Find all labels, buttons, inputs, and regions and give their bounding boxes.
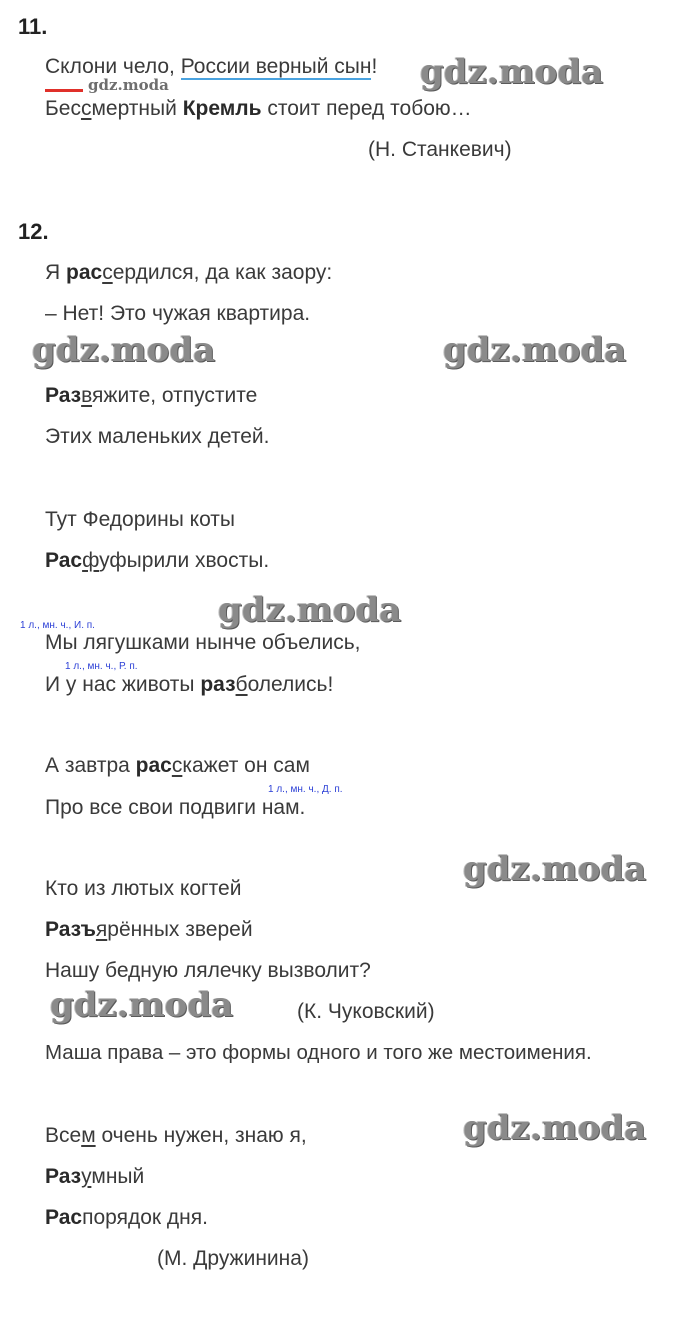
- chukovsky-author: (К. Чуковский): [297, 1000, 435, 1023]
- ex12-line-15: [45, 1124, 307, 1148]
- underlined-letter: в: [81, 384, 93, 407]
- bold-prefix: раз: [200, 673, 236, 696]
- ex12-line-4: Этих маленьких детей.: [45, 425, 270, 448]
- text: рённых зверей: [107, 918, 253, 941]
- watermark: gdz.moda: [463, 849, 647, 889]
- watermark: gdz.moda: [463, 1108, 647, 1148]
- watermark-small: gdz.moda: [88, 76, 169, 94]
- underlined-letter: б: [235, 673, 248, 696]
- ex12-line-2: – Нет! Это чужая квартира.: [45, 302, 311, 325]
- ex12-line-6: [45, 549, 269, 573]
- ex12-conclusion: Маша права – это формы одного и того же местоимения.: [45, 1041, 592, 1064]
- ex12-line-13: Нашу бедную лялечку вызволит?: [45, 959, 371, 982]
- ex11-address-phrase: России верный сын: [180, 55, 372, 78]
- underlined-letter: с: [171, 754, 183, 777]
- ex11-author: (Н. Станкевич): [368, 138, 512, 161]
- bold-prefix: рас: [66, 261, 103, 284]
- bold-word: Кремль: [182, 97, 262, 120]
- ex11-line-1-end: !: [371, 55, 378, 78]
- bold-prefix: Раз: [45, 384, 82, 407]
- ex12-line-5: Тут Федорины коты: [45, 508, 236, 531]
- ex12-line-16: [45, 1165, 144, 1189]
- watermark: gdz.moda: [420, 52, 604, 92]
- text: стоит перед тобою…: [261, 97, 472, 120]
- bold-prefix: Разъ: [45, 918, 96, 941]
- ex12-line-3: [45, 384, 257, 408]
- ex11-line-1-start: Склони чело,: [45, 55, 181, 78]
- text: уфырили хвосты.: [99, 549, 270, 572]
- ex12-line-12: [45, 918, 253, 942]
- watermark: gdz.moda: [443, 330, 627, 370]
- text: яжите, отпустите: [92, 384, 258, 407]
- underlined-letter: с: [80, 97, 92, 120]
- ex12-line-1: [45, 261, 332, 285]
- underlined-letter: м: [81, 1124, 96, 1147]
- text: кажет он сам: [182, 754, 310, 777]
- annotation-2: 1 л., мн. ч., Р. п.: [65, 661, 138, 672]
- ex12-line-8: [45, 673, 333, 697]
- text: очень нужен, знаю я,: [95, 1124, 307, 1147]
- ex12-line-10: Про все свои подвиги нам.: [45, 796, 306, 819]
- druzhinina-author: (М. Дружинина): [157, 1247, 309, 1270]
- underlined-letter: с: [102, 261, 113, 284]
- underlined-letter: я: [95, 918, 108, 941]
- ex12-line-17: [45, 1206, 208, 1230]
- text: мертный: [91, 97, 183, 120]
- text: ердился, да как заору:: [112, 261, 333, 284]
- text: порядок дня.: [82, 1206, 208, 1229]
- text: А завтра: [45, 754, 136, 777]
- ex12-line-7: Мы лягушками нынче объелись,: [45, 631, 361, 654]
- underlined-letter: ф: [82, 549, 100, 572]
- text: Бес: [45, 97, 81, 120]
- bold-prefix: рас: [135, 754, 172, 777]
- ex12-line-9: [45, 754, 310, 778]
- watermark: gdz.moda: [218, 590, 402, 630]
- watermark: gdz.moda: [32, 330, 216, 370]
- text: мный: [91, 1165, 145, 1188]
- annotation-1: 1 л., мн. ч., И. п.: [20, 620, 95, 631]
- text: И у нас животы: [45, 673, 201, 696]
- ex11-line-2: [45, 97, 472, 121]
- bold-prefix: Рас: [45, 549, 83, 572]
- annotation-3: 1 л., мн. ч., Д. п.: [268, 784, 343, 795]
- text: Я: [45, 261, 66, 284]
- watermark: gdz.moda: [50, 985, 234, 1025]
- text: олелись!: [247, 673, 334, 696]
- exercise-11-number: 11.: [18, 14, 48, 39]
- text: Все: [45, 1124, 82, 1147]
- red-underline-mark: [45, 89, 83, 92]
- ex12-line-11: Кто из лютых когтей: [45, 877, 242, 900]
- underlined-letter: у: [81, 1165, 92, 1188]
- exercise-12-number: 12.: [18, 219, 49, 244]
- bold-prefix: Раз: [45, 1165, 82, 1188]
- bold-prefix: Рас: [45, 1206, 83, 1229]
